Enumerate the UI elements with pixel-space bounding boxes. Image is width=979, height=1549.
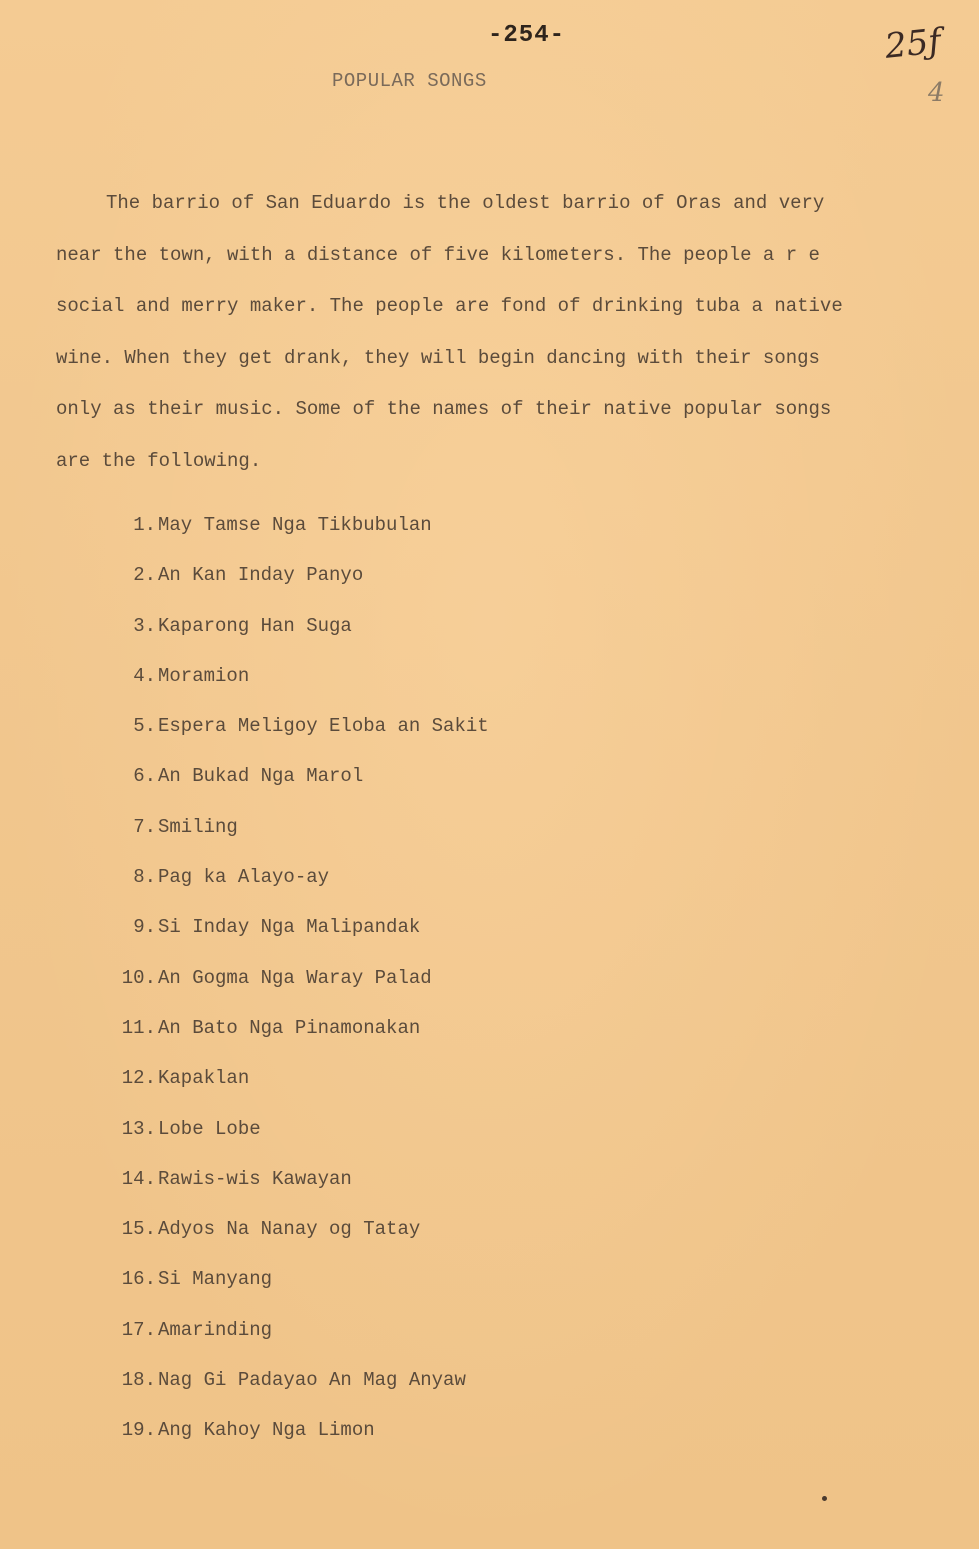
song-number: 18.: [121, 1369, 156, 1392]
song-title: An Bato Nga Pinamonakan: [158, 1016, 421, 1039]
song-number: 4.: [133, 664, 156, 687]
song-title: Espera Meligoy Eloba an Sakit: [158, 715, 489, 738]
song-title: Rawis-wis Kawayan: [158, 1167, 352, 1190]
song-title: An Bukad Nga Marol: [158, 765, 364, 788]
song-number: 6.: [133, 765, 156, 788]
song-item: [100, 765, 489, 815]
song-number: 13.: [121, 1117, 156, 1140]
song-title: Adyos Na Nanay og Tatay: [158, 1218, 421, 1241]
song-item: [100, 1218, 489, 1268]
song-number: 15.: [121, 1218, 156, 1241]
song-number: 11.: [121, 1016, 156, 1039]
song-item: [100, 1319, 489, 1369]
song-item: [100, 1118, 489, 1168]
song-number: 10.: [121, 966, 156, 989]
song-title: An Kan Inday Panyo: [158, 564, 364, 587]
song-item: [100, 564, 489, 614]
song-title: Amarinding: [158, 1318, 273, 1341]
song-list: [100, 514, 489, 1470]
song-title: Pag ka Alayo-ay: [158, 866, 330, 889]
paragraph-line: only as their music. Some of the names of their native popular songs: [56, 398, 832, 420]
song-title: Ang Kahoy Nga Limon: [158, 1419, 375, 1442]
page-title: POPULAR SONGS: [332, 70, 487, 92]
song-number: 12.: [121, 1067, 156, 1090]
ink-speck: [822, 1496, 827, 1501]
song-number: 7.: [133, 815, 156, 838]
song-item: [100, 715, 489, 765]
song-item: [100, 615, 489, 665]
song-item: [100, 1168, 489, 1218]
song-number: 5.: [133, 715, 156, 738]
song-title: Kapaklan: [158, 1067, 250, 1090]
song-item: [100, 1067, 489, 1117]
song-item: [100, 514, 489, 564]
song-item: [100, 916, 489, 966]
song-item: [100, 1369, 489, 1419]
paragraph-line: are the following.: [56, 449, 262, 472]
song-title: Nag Gi Padayao An Mag Anyaw: [158, 1369, 466, 1392]
song-title: Kaparong Han Suga: [158, 614, 352, 637]
song-title: Lobe Lobe: [158, 1117, 261, 1140]
song-number: 3.: [133, 614, 156, 637]
song-number: 9.: [133, 916, 156, 939]
paragraph-line: near the town, with a distance of five kilometers. The people a r e: [56, 243, 820, 266]
song-title: Si Inday Nga Malipandak: [158, 916, 421, 939]
song-item: [100, 665, 489, 715]
song-title: May Tamse Nga Tikbubulan: [158, 514, 432, 536]
song-item: [100, 816, 489, 866]
handwritten-mark: 4: [928, 78, 945, 108]
song-number: 17.: [121, 1318, 156, 1341]
song-title: Smiling: [158, 815, 238, 838]
paragraph-line: social and merry maker. The people are fond of drinking tuba a native: [56, 295, 843, 317]
intro-paragraph: [56, 178, 926, 487]
song-title: Si Manyang: [158, 1268, 273, 1291]
song-number: 16.: [121, 1268, 156, 1291]
page-number: -254-: [488, 22, 566, 49]
song-title: An Gogma Nga Waray Palad: [158, 966, 432, 989]
song-item: [100, 1017, 489, 1067]
song-item: [100, 1419, 489, 1469]
song-number: 14.: [121, 1167, 156, 1190]
song-number: 8.: [133, 866, 156, 889]
song-item: [100, 967, 489, 1017]
handwritten-page-number: 25ƒ: [883, 21, 943, 67]
song-number: 1.: [133, 514, 156, 536]
song-number: 2.: [133, 564, 156, 587]
paragraph-line: The barrio of San Eduardo is the oldest barrio of Oras and very: [106, 192, 825, 214]
song-number: 19.: [121, 1419, 156, 1442]
song-title: Moramion: [158, 664, 250, 687]
song-item: [100, 866, 489, 916]
paragraph-line: wine. When they get drank, they will begin dancing with their songs: [56, 346, 820, 369]
song-item: [100, 1268, 489, 1318]
